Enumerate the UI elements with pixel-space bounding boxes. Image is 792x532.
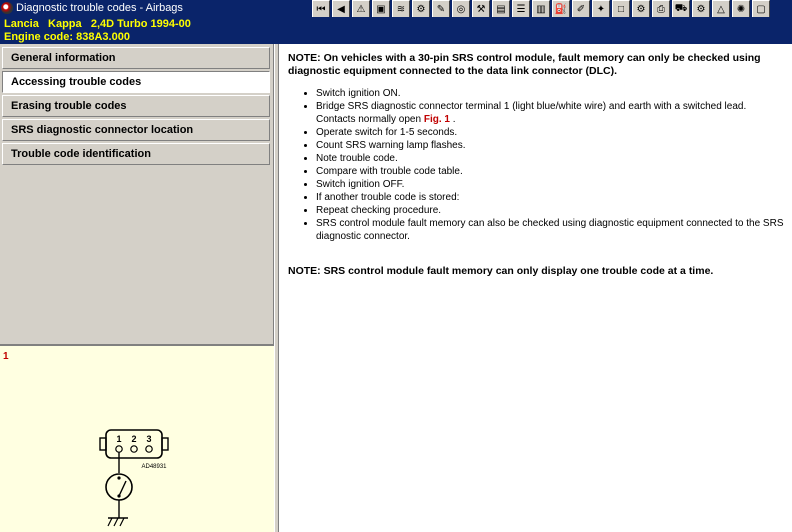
- earth-hatch: [114, 518, 118, 526]
- data-button[interactable]: [392, 0, 410, 18]
- step-item: • Bridge SRS diagnostic connector terminal 1 (light blue/white wire) and earth with a switched lead. Contacts normally open Fig. 1 .: [316, 100, 788, 126]
- gearbox-icon: ⚙: [696, 3, 706, 15]
- edit-button[interactable]: [572, 0, 590, 18]
- warning-button[interactable]: [352, 0, 370, 18]
- step-item: • Switch ignition ON.: [316, 87, 788, 100]
- data-icon: ≋: [396, 3, 406, 15]
- note-one-code: NOTE: SRS control module fault memory can only display one trouble code at a time.: [288, 265, 714, 277]
- nav-srs-connector-location[interactable]: SRS diagnostic connector location: [2, 119, 270, 141]
- tools-button[interactable]: [412, 0, 430, 18]
- blank-icon: □: [617, 3, 625, 15]
- airbag-button[interactable]: [732, 0, 750, 18]
- notes-button[interactable]: [752, 0, 770, 18]
- triangle-icon: △: [717, 3, 725, 15]
- figure-number: 1: [3, 351, 9, 362]
- terminal-pin: [146, 446, 152, 452]
- topic-icon: ▣: [376, 3, 386, 15]
- previous-icon: ◀: [337, 3, 345, 15]
- wheel-icon: ◎: [456, 3, 466, 15]
- airbag-icon: ✺: [736, 3, 746, 15]
- wheel-button[interactable]: [452, 0, 470, 18]
- vehicle-model: Kappa: [48, 18, 82, 30]
- step-item: • SRS control module fault memory can also be checked using diagnostic equipment connected to the SRS diagnostic connector.: [316, 217, 788, 243]
- print-icon: ⎙: [657, 3, 665, 15]
- previous-button[interactable]: [332, 0, 350, 18]
- wiring-icon: ☰: [516, 3, 526, 15]
- figure-panel: [0, 344, 274, 532]
- fig-1-link[interactable]: Fig. 1: [423, 114, 450, 125]
- lamp-button[interactable]: [592, 0, 610, 18]
- terminal-label: 2: [131, 434, 137, 444]
- note-dlc: NOTE: On vehicles with a 30-pin SRS control module, fault memory can only be checked using diagnostic equipment connected to the data link connector (DLC).: [288, 52, 761, 77]
- warning-icon: ⚠: [356, 3, 366, 15]
- service-button[interactable]: [552, 0, 570, 18]
- repair-button[interactable]: [432, 0, 450, 18]
- adjust-icon: ⚒: [476, 3, 486, 15]
- repair-icon: ✎: [436, 3, 446, 15]
- triangle-button[interactable]: [712, 0, 730, 18]
- adjust-button[interactable]: [472, 0, 490, 18]
- settings-button[interactable]: [632, 0, 650, 18]
- lamp-icon: ✦: [596, 3, 606, 15]
- app-icon: [1, 2, 13, 14]
- step-item: • Operate switch for 1-5 seconds.: [316, 126, 788, 139]
- terminal-pin: [116, 446, 122, 452]
- car-button[interactable]: [672, 0, 690, 18]
- step-text: Bridge SRS diagnostic connector terminal 1 (light blue/white wire) and earth with a switched lead. Contacts normally open: [316, 101, 747, 125]
- fuse-button[interactable]: [492, 0, 510, 18]
- first-page-button[interactable]: [312, 0, 330, 18]
- nav-trouble-code-identification[interactable]: Trouble code identification: [2, 143, 270, 165]
- step-item: • Switch ignition OFF.: [316, 178, 788, 191]
- first-page-icon: ⏮: [316, 3, 326, 15]
- figure-ref-code: AD48931: [141, 464, 167, 470]
- terminal-label: 3: [146, 434, 152, 444]
- edit-icon: ✐: [576, 3, 586, 15]
- step-item: • Repeat checking procedure.: [316, 204, 788, 217]
- switch-lever: [119, 481, 126, 496]
- vehicle-engine: 2,4D Turbo 1994-00: [90, 18, 191, 30]
- nav-accessing-trouble-codes[interactable]: Accessing trouble codes: [2, 71, 270, 93]
- earth-hatch: [120, 518, 124, 526]
- connector-tab: [162, 438, 168, 450]
- terminal-label: 1: [116, 434, 122, 444]
- save-button[interactable]: [532, 0, 550, 18]
- print-button[interactable]: [652, 0, 670, 18]
- srs-connector-diagram: [0, 346, 274, 532]
- engine-code: Engine code: 838A3.000: [4, 31, 130, 43]
- notes-icon: ▢: [756, 3, 766, 15]
- procedure-steps: [288, 87, 788, 243]
- nav-general-information[interactable]: General information: [2, 47, 270, 69]
- settings-icon: ⚙: [636, 3, 646, 15]
- step-item: • Note trouble code.: [316, 152, 788, 165]
- service-icon: ⛽: [554, 3, 568, 15]
- connector-tab: [100, 438, 106, 450]
- wiring-button[interactable]: [512, 0, 530, 18]
- vehicle-make: Lancia: [4, 18, 39, 30]
- terminal-pin: [131, 446, 137, 452]
- blank-button[interactable]: [612, 0, 630, 18]
- switch-contact: [117, 476, 120, 479]
- step-item: • Compare with trouble code table.: [316, 165, 788, 178]
- step-item: • If another trouble code is stored:: [316, 191, 788, 204]
- topic-button[interactable]: [372, 0, 390, 18]
- vehicle-info-bar: [0, 17, 792, 44]
- save-icon: ▥: [536, 3, 546, 15]
- car-icon: ⛟: [674, 2, 688, 14]
- topic-navigation: [0, 44, 274, 344]
- nav-erasing-trouble-codes[interactable]: Erasing trouble codes: [2, 95, 270, 117]
- content-panel: [279, 44, 792, 532]
- fuse-icon: ▤: [496, 3, 506, 15]
- gearbox-button[interactable]: [692, 0, 710, 18]
- step-item: • Count SRS warning lamp flashes.: [316, 139, 788, 152]
- window-title: Diagnostic trouble codes - Airbags: [16, 2, 183, 14]
- vehicle-line: [4, 18, 191, 30]
- tools-icon: ⚙: [416, 3, 426, 15]
- earth-hatch: [108, 518, 112, 526]
